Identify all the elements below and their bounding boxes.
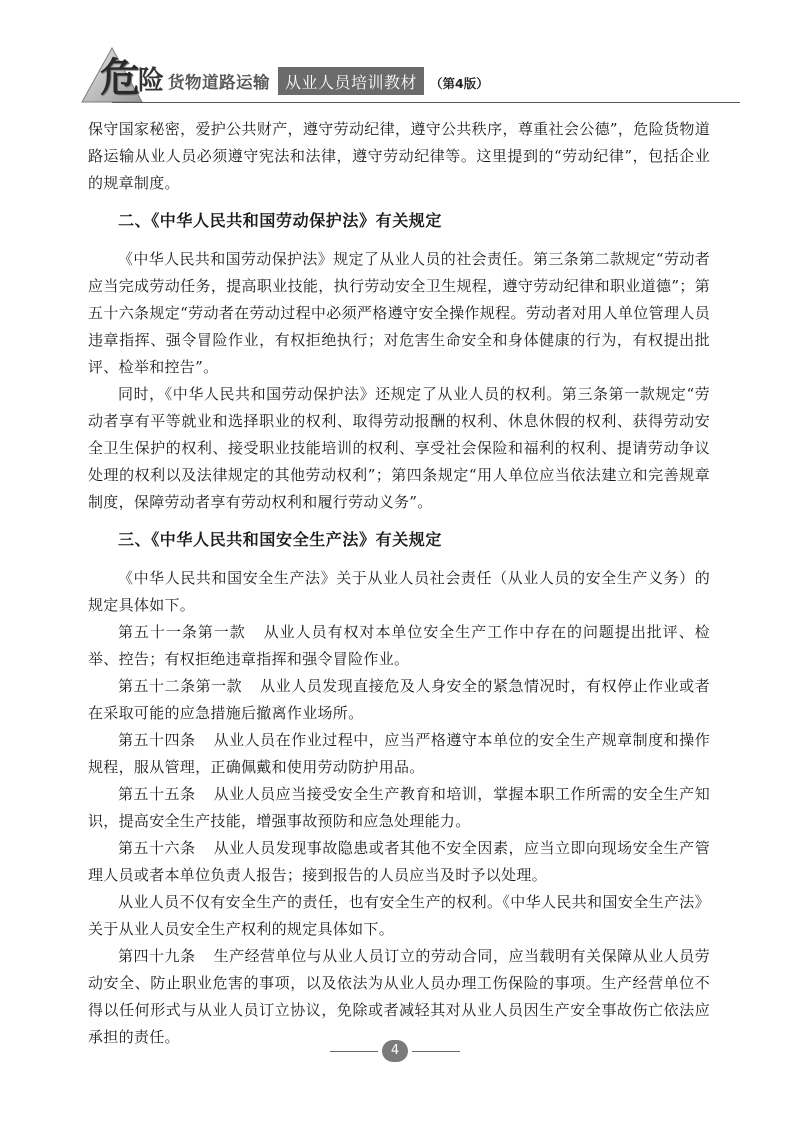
article-56-number: 第五十六条: [118, 839, 196, 857]
header-subtitle: 货物道路运输: [168, 73, 271, 92]
article-51-number: 第五十一条第一款: [118, 623, 246, 641]
header-logo-char-2: 险: [138, 66, 165, 96]
header-rule: [112, 102, 740, 103]
paragraph-continuation: 保守国家秘密，爱护公共财产，遵守劳动纪律，遵守公共秩序，尊重社会公德”，危险货物道路运输从业人员必须遵守宪法和法律，遵守劳动纪律等。这里提到的“劳动纪律”，包括企业的规章制度。: [88, 120, 710, 192]
article-49-number: 第四十九条: [118, 947, 196, 965]
section-heading-3: 三、《中华人民共和国安全生产法》有关规定: [118, 530, 443, 549]
paragraph-safety-intro: 《中华人民共和国安全生产法》关于从业人员社会责任（从业人员的安全生产义务）的规定具体如下。: [88, 569, 710, 614]
page-number: 4: [382, 1040, 408, 1062]
article-51: [88, 619, 710, 673]
section-heading-2: 二、《中华人民共和国劳动保护法》有关规定: [118, 211, 443, 230]
article-54-number: 第五十四条: [118, 731, 196, 749]
article-49-text: 生产经营单位与从业人员订立的劳动合同，应当载明有关保障从业人员劳动安全、防止职业危害的事项，以及依法为从业人员办理工伤保险的事项。生产经营单位不得以任何形式与从业人员订立协议，免除或者减轻其对从业人员因生产安全事故伤亡依法应承担的责任。: [88, 947, 710, 1046]
article-54-text: 从业人员在作业过程中，应当严格遵守本单位的安全生产规章制度和操作规程，服从管理，正确佩戴和使用劳动防护用品。: [88, 731, 710, 776]
article-54: [88, 727, 710, 781]
page-footer: [330, 1040, 460, 1064]
footer-rule-right: [412, 1051, 460, 1052]
paragraph-labor-rights: 同时，《中华人民共和国劳动保护法》还规定了从业人员的权利。第三条第一款规定“劳动者享有平等就业和选择职业的权利、取得劳动报酬的权利、休息休假的权利、获得劳动安全卫生保护的权利、接受职业技能培训的权利、享受社会保险和福利的权利、提请劳动争议处理的权利以及法律规定的其他劳动权利”；第四条规定“用人单位应当依法建立和完善规章制度，保障劳动者享有劳动权利和履行劳动义务”。: [88, 385, 710, 511]
article-55-number: 第五十五条: [118, 785, 196, 803]
article-52-text: 从业人员发现直接危及人身安全的紧急情况时，有权停止作业或者在采取可能的应急措施后撤离作业场所。: [88, 677, 710, 722]
header-title-group: [100, 54, 489, 101]
article-56: [88, 835, 710, 889]
paragraph-safety-rights: 从业人员不仅有安全生产的责任，也有安全生产的权利。《中华人民共和国安全生产法》关于从业人员安全生产权利的规定具体如下。: [88, 893, 710, 938]
footer-rule-left: [330, 1051, 378, 1052]
header-logo-char-1: 危: [100, 54, 140, 101]
article-52-number: 第五十二条第一款: [118, 677, 243, 695]
paragraph-labor-duties: 《中华人民共和国劳动保护法》规定了从业人员的社会责任。第三条第二款规定“劳动者应当完成劳动任务，提高职业技能，执行劳动安全卫生规程，遵守劳动纪律和职业道德”；第五十六条规定“劳动者在劳动过程中必须严格遵守安全操作规程。劳动者对用人单位管理人员违章指挥、强令冒险作业，有权拒绝执行；对危害生命安全和身体健康的行为，有权提出批评、检举和控告”。: [88, 250, 710, 376]
article-55-text: 从业人员应当接受安全生产教育和培训，掌握本职工作所需的安全生产知识，提高安全生产技能，增强事故预防和应急处理能力。: [88, 785, 710, 830]
article-55: [88, 781, 710, 835]
article-49: [88, 943, 710, 1051]
article-56-text: 从业人员发现事故隐患或者其他不安全因素，应当立即向现场安全生产管理人员或者本单位负责人报告；接到报告的人员应当及时予以处理。: [88, 839, 710, 884]
header-boxed-title: 从业人员培训教材: [278, 67, 424, 95]
running-header: [78, 44, 738, 106]
page-content: [88, 116, 710, 1051]
article-51-text: 从业人员有权对本单位安全生产工作中存在的问题提出批评、检举、控告；有权拒绝违章指挥和强令冒险作业。: [88, 623, 710, 668]
header-edition: （第4版）: [430, 76, 489, 91]
article-52: [88, 673, 710, 727]
